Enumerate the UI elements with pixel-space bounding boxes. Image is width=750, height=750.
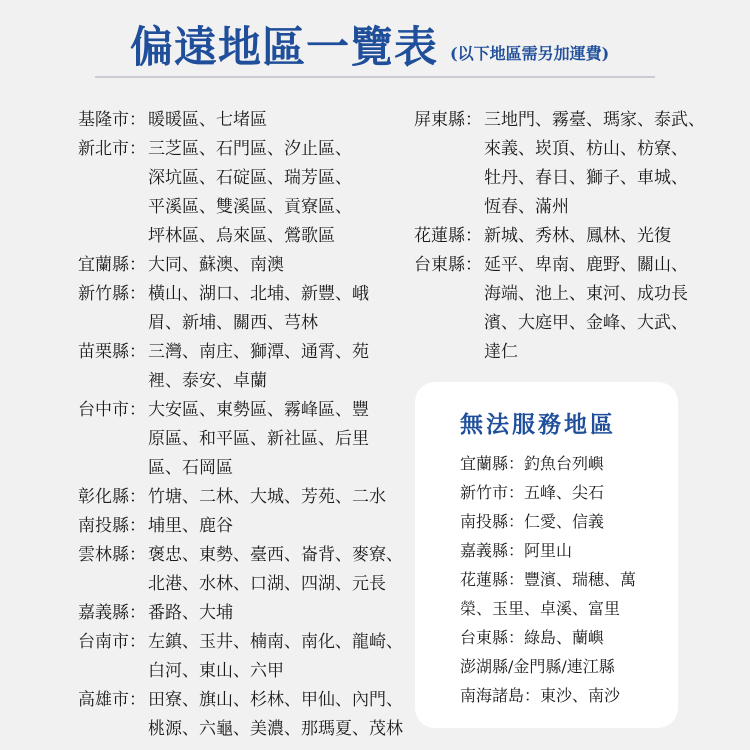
area-line: 埔里、鹿谷 [148, 516, 233, 536]
area-line: 延平、卑南、鹿野、關山、 [484, 255, 688, 275]
area-line: 恆春、滿州 [484, 197, 569, 217]
region-label: 高雄市： [78, 690, 146, 710]
region-label: 基隆市： [78, 110, 146, 130]
area-line: 橫山、湖口、北埔、新豐、峨 [148, 284, 369, 304]
region-areas [148, 106, 267, 135]
region-areas [148, 338, 369, 396]
region-label: 嘉義縣： [78, 603, 146, 623]
region-label: 彰化縣： [78, 487, 146, 507]
area-line: 竹塘、二林、大城、芳苑、二水 [148, 487, 386, 507]
area-line: 桃源、六龜、美濃、那瑪夏、茂林 [148, 719, 403, 739]
area-line: 北港、水林、口湖、四湖、元長 [148, 574, 386, 594]
area-line: 褒忠、東勢、臺西、崙背、麥寮、 [148, 545, 403, 565]
region-label: 花蓮縣： [414, 226, 482, 246]
remote-areas-left-column [78, 106, 403, 744]
page-title: 偏遠地區一覽表 [130, 23, 438, 73]
region-entry [78, 396, 403, 483]
region-label: 南投縣： [78, 516, 146, 536]
region-areas [148, 135, 352, 251]
region-entry [78, 106, 403, 135]
area-line: 原區、和平區、新社區、后里 [148, 429, 369, 449]
region-areas [148, 483, 386, 512]
area-line: 達仁 [484, 342, 518, 362]
no-service-list [460, 449, 636, 710]
region-entry [414, 222, 705, 251]
no-service-box [415, 382, 678, 728]
region-label: 新竹縣： [78, 284, 146, 304]
region-areas [484, 106, 705, 222]
area-line: 坪林區、烏來區、鶯歌區 [148, 226, 335, 246]
area-line: 三地門、霧臺、瑪家、泰武、 [484, 110, 705, 130]
no-service-item: 台東縣：綠島、蘭嶼 [460, 628, 605, 647]
area-line: 牡丹、春日、獅子、車城、 [484, 168, 688, 188]
region-label: 屏東縣： [414, 110, 482, 130]
remote-areas-right-column [414, 106, 705, 367]
region-label: 新北市： [78, 139, 146, 159]
region-label: 雲林縣： [78, 545, 146, 565]
region-label: 台東縣： [414, 255, 482, 275]
area-line: 眉、新埔、關西、芎林 [148, 313, 318, 333]
region-entry [78, 541, 403, 599]
area-line: 新城、秀林、鳳林、光復 [484, 226, 671, 246]
no-service-item: 嘉義縣：阿里山 [460, 541, 573, 560]
region-entry [78, 628, 403, 686]
region-areas [148, 628, 403, 686]
region-areas [148, 396, 369, 483]
region-areas [148, 599, 233, 628]
no-service-item: 南海諸島：東沙、南沙 [460, 686, 621, 705]
area-line: 暖暖區、七堵區 [148, 110, 267, 130]
region-entry [414, 106, 705, 222]
no-service-item: 榮、玉里、卓溪、富里 [460, 599, 621, 618]
area-line: 平溪區、雙溪區、貢寮區、 [148, 197, 352, 217]
no-service-item: 花蓮縣：豐濱、瑞穗、萬 [460, 570, 637, 589]
region-areas [148, 686, 403, 744]
region-entry [78, 280, 403, 338]
region-label: 宜蘭縣： [78, 255, 146, 275]
divider [95, 76, 655, 78]
area-line: 三灣、南庄、獅潭、通霄、苑 [148, 342, 369, 362]
no-service-item: 宜蘭縣：釣魚台列嶼 [460, 454, 605, 473]
area-line: 田寮、旗山、杉林、甲仙、內門、 [148, 690, 403, 710]
area-line: 三芝區、石門區、汐止區、 [148, 139, 352, 159]
region-entry [78, 599, 403, 628]
region-entry [78, 483, 403, 512]
region-label: 台南市： [78, 632, 146, 652]
region-areas [148, 280, 369, 338]
page-subtitle: (以下地區需另加運費) [450, 44, 610, 63]
area-line: 裡、泰安、卓蘭 [148, 371, 267, 391]
region-entry [78, 251, 403, 280]
region-entry [78, 338, 403, 396]
region-label: 台中市： [78, 400, 146, 420]
area-line: 來義、崁頂、枋山、枋寮、 [484, 139, 688, 159]
area-line: 左鎮、玉井、楠南、南化、龍崎、 [148, 632, 403, 652]
no-service-item: 南投縣：仁愛、信義 [460, 512, 605, 531]
region-entry [414, 251, 705, 367]
area-line: 區、石岡區 [148, 458, 233, 478]
area-line: 濱、大庭甲、金峰、大武、 [484, 313, 688, 333]
area-line: 海端、池上、東河、成功長 [484, 284, 688, 304]
region-areas [484, 222, 671, 251]
region-entry [78, 135, 403, 251]
region-entry [78, 686, 403, 744]
region-areas [148, 251, 284, 280]
area-line: 深坑區、石碇區、瑞芳區、 [148, 168, 352, 188]
region-areas [484, 251, 688, 367]
no-service-item: 澎湖縣/金門縣/連江縣 [460, 657, 615, 676]
no-service-item: 新竹市：五峰、尖石 [460, 483, 605, 502]
area-line: 大同、蘇澳、南澳 [148, 255, 284, 275]
region-areas [148, 541, 403, 599]
area-line: 番路、大埔 [148, 603, 233, 623]
region-entry [78, 512, 403, 541]
area-line: 大安區、東勢區、霧峰區、豐 [148, 400, 369, 420]
region-label: 苗栗縣： [78, 342, 146, 362]
no-service-title: 無法服務地區 [460, 411, 616, 438]
region-areas [148, 512, 233, 541]
area-line: 白河、東山、六甲 [148, 661, 284, 681]
